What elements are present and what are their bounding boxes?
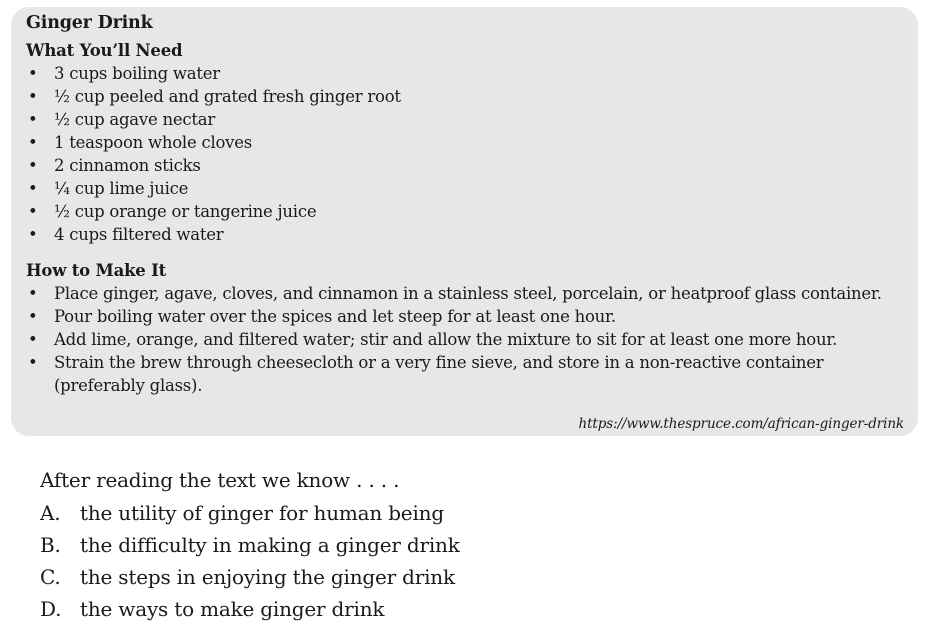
- option-letter: C.: [40, 565, 61, 589]
- step-text: Add lime, orange, and filtered water; stir and allow the mixture to sit for at least one more hour.: [54, 330, 838, 349]
- list-item: [26, 85, 904, 108]
- option-text: the utility of ginger for human being: [80, 501, 444, 525]
- bullet: •: [28, 225, 38, 244]
- bullet: •: [28, 110, 38, 129]
- answer-option-a[interactable]: [40, 497, 460, 529]
- list-item: [26, 62, 904, 85]
- list-item: [26, 282, 904, 305]
- recipe-title: Ginger Drink: [26, 13, 153, 33]
- answer-options: [40, 497, 460, 625]
- question-prompt: After reading the text we know . . . .: [40, 468, 400, 492]
- ingredient-text: 3 cups boiling water: [54, 64, 220, 83]
- answer-option-b[interactable]: [40, 529, 460, 561]
- list-item: [26, 131, 904, 154]
- ingredient-text: 2 cinnamon sticks: [54, 156, 201, 175]
- list-item: [26, 108, 904, 131]
- list-item: [26, 177, 904, 200]
- ingredient-text: 1 teaspoon whole cloves: [54, 133, 252, 152]
- list-item: [26, 223, 904, 246]
- step-text: Strain the brew through cheesecloth or a very fine sieve, and store in a non-reactive container (preferably glass).: [54, 353, 824, 395]
- ingredient-text: ½ cup peeled and grated fresh ginger root: [54, 87, 401, 106]
- bullet: •: [28, 202, 38, 221]
- option-text: the ways to make ginger drink: [80, 597, 385, 621]
- steps-heading: How to Make It: [26, 261, 167, 280]
- step-text: Place ginger, agave, cloves, and cinnamon in a stainless steel, porcelain, or heatproof glass container.: [54, 284, 882, 303]
- list-item: [26, 328, 904, 351]
- option-letter: A.: [40, 501, 61, 525]
- bullet: •: [28, 179, 38, 198]
- step-text: Pour boiling water over the spices and let steep for at least one hour.: [54, 307, 616, 326]
- bullet: •: [28, 353, 38, 372]
- ingredient-text: ¼ cup lime juice: [54, 179, 189, 198]
- bullet: •: [28, 87, 38, 106]
- option-letter: D.: [40, 597, 62, 621]
- list-item: [26, 351, 904, 397]
- bullet: •: [28, 284, 38, 303]
- recipe-box: [11, 7, 918, 436]
- ingredient-text: ½ cup agave nectar: [54, 110, 215, 129]
- ingredient-text: ½ cup orange or tangerine juice: [54, 202, 317, 221]
- ingredient-text: 4 cups filtered water: [54, 225, 224, 244]
- bullet: •: [28, 156, 38, 175]
- answer-option-d[interactable]: [40, 593, 460, 625]
- list-item: [26, 305, 904, 328]
- ingredients-list: [26, 62, 904, 246]
- source-citation: https://www.thespruce.com/african-ginger-drink: [578, 416, 904, 432]
- bullet: •: [28, 133, 38, 152]
- bullet: •: [28, 330, 38, 349]
- option-text: the difficulty in making a ginger drink: [80, 533, 460, 557]
- steps-list: [26, 282, 904, 397]
- list-item: [26, 200, 904, 223]
- bullet: •: [28, 64, 38, 83]
- ingredients-heading: What You’ll Need: [26, 41, 183, 60]
- bullet: •: [28, 307, 38, 326]
- list-item: [26, 154, 904, 177]
- option-text: the steps in enjoying the ginger drink: [80, 565, 455, 589]
- answer-option-c[interactable]: [40, 561, 460, 593]
- option-letter: B.: [40, 533, 61, 557]
